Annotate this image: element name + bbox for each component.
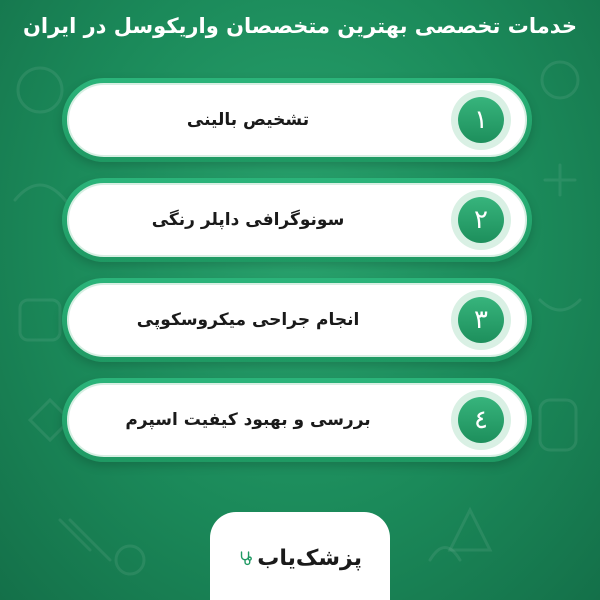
number-badge-value: ١ bbox=[458, 97, 504, 143]
number-badge bbox=[451, 190, 511, 250]
service-card bbox=[67, 183, 527, 257]
number-badge-value: ٣ bbox=[458, 297, 504, 343]
number-badge bbox=[451, 390, 511, 450]
number-badge-value: ٢ bbox=[458, 197, 504, 243]
brand-name: پزشک‌یاب bbox=[257, 545, 362, 571]
service-item-1 bbox=[62, 78, 532, 162]
stethoscope-icon bbox=[238, 545, 253, 571]
number-badge bbox=[451, 90, 511, 150]
service-label: سونوگرافی داپلر رنگی bbox=[151, 210, 345, 230]
number-badge-value: ٤ bbox=[458, 397, 504, 443]
services-list bbox=[62, 78, 532, 478]
service-item-4 bbox=[62, 378, 532, 462]
service-label: انجام جراحی میکروسکوپی bbox=[136, 310, 360, 330]
service-label: بررسی و بهبود کیفیت اسپرم bbox=[125, 410, 371, 430]
number-badge bbox=[451, 290, 511, 350]
service-item-3 bbox=[62, 278, 532, 362]
service-card bbox=[67, 283, 527, 357]
service-card bbox=[67, 83, 527, 157]
service-item-2 bbox=[62, 178, 532, 262]
service-label: تشخیص بالینی bbox=[186, 110, 310, 130]
page-title: خدمات تخصصی بهترین متخصصان واریکوسل در ایران bbox=[23, 14, 577, 38]
service-card bbox=[67, 383, 527, 457]
brand-logo[interactable] bbox=[238, 538, 362, 578]
